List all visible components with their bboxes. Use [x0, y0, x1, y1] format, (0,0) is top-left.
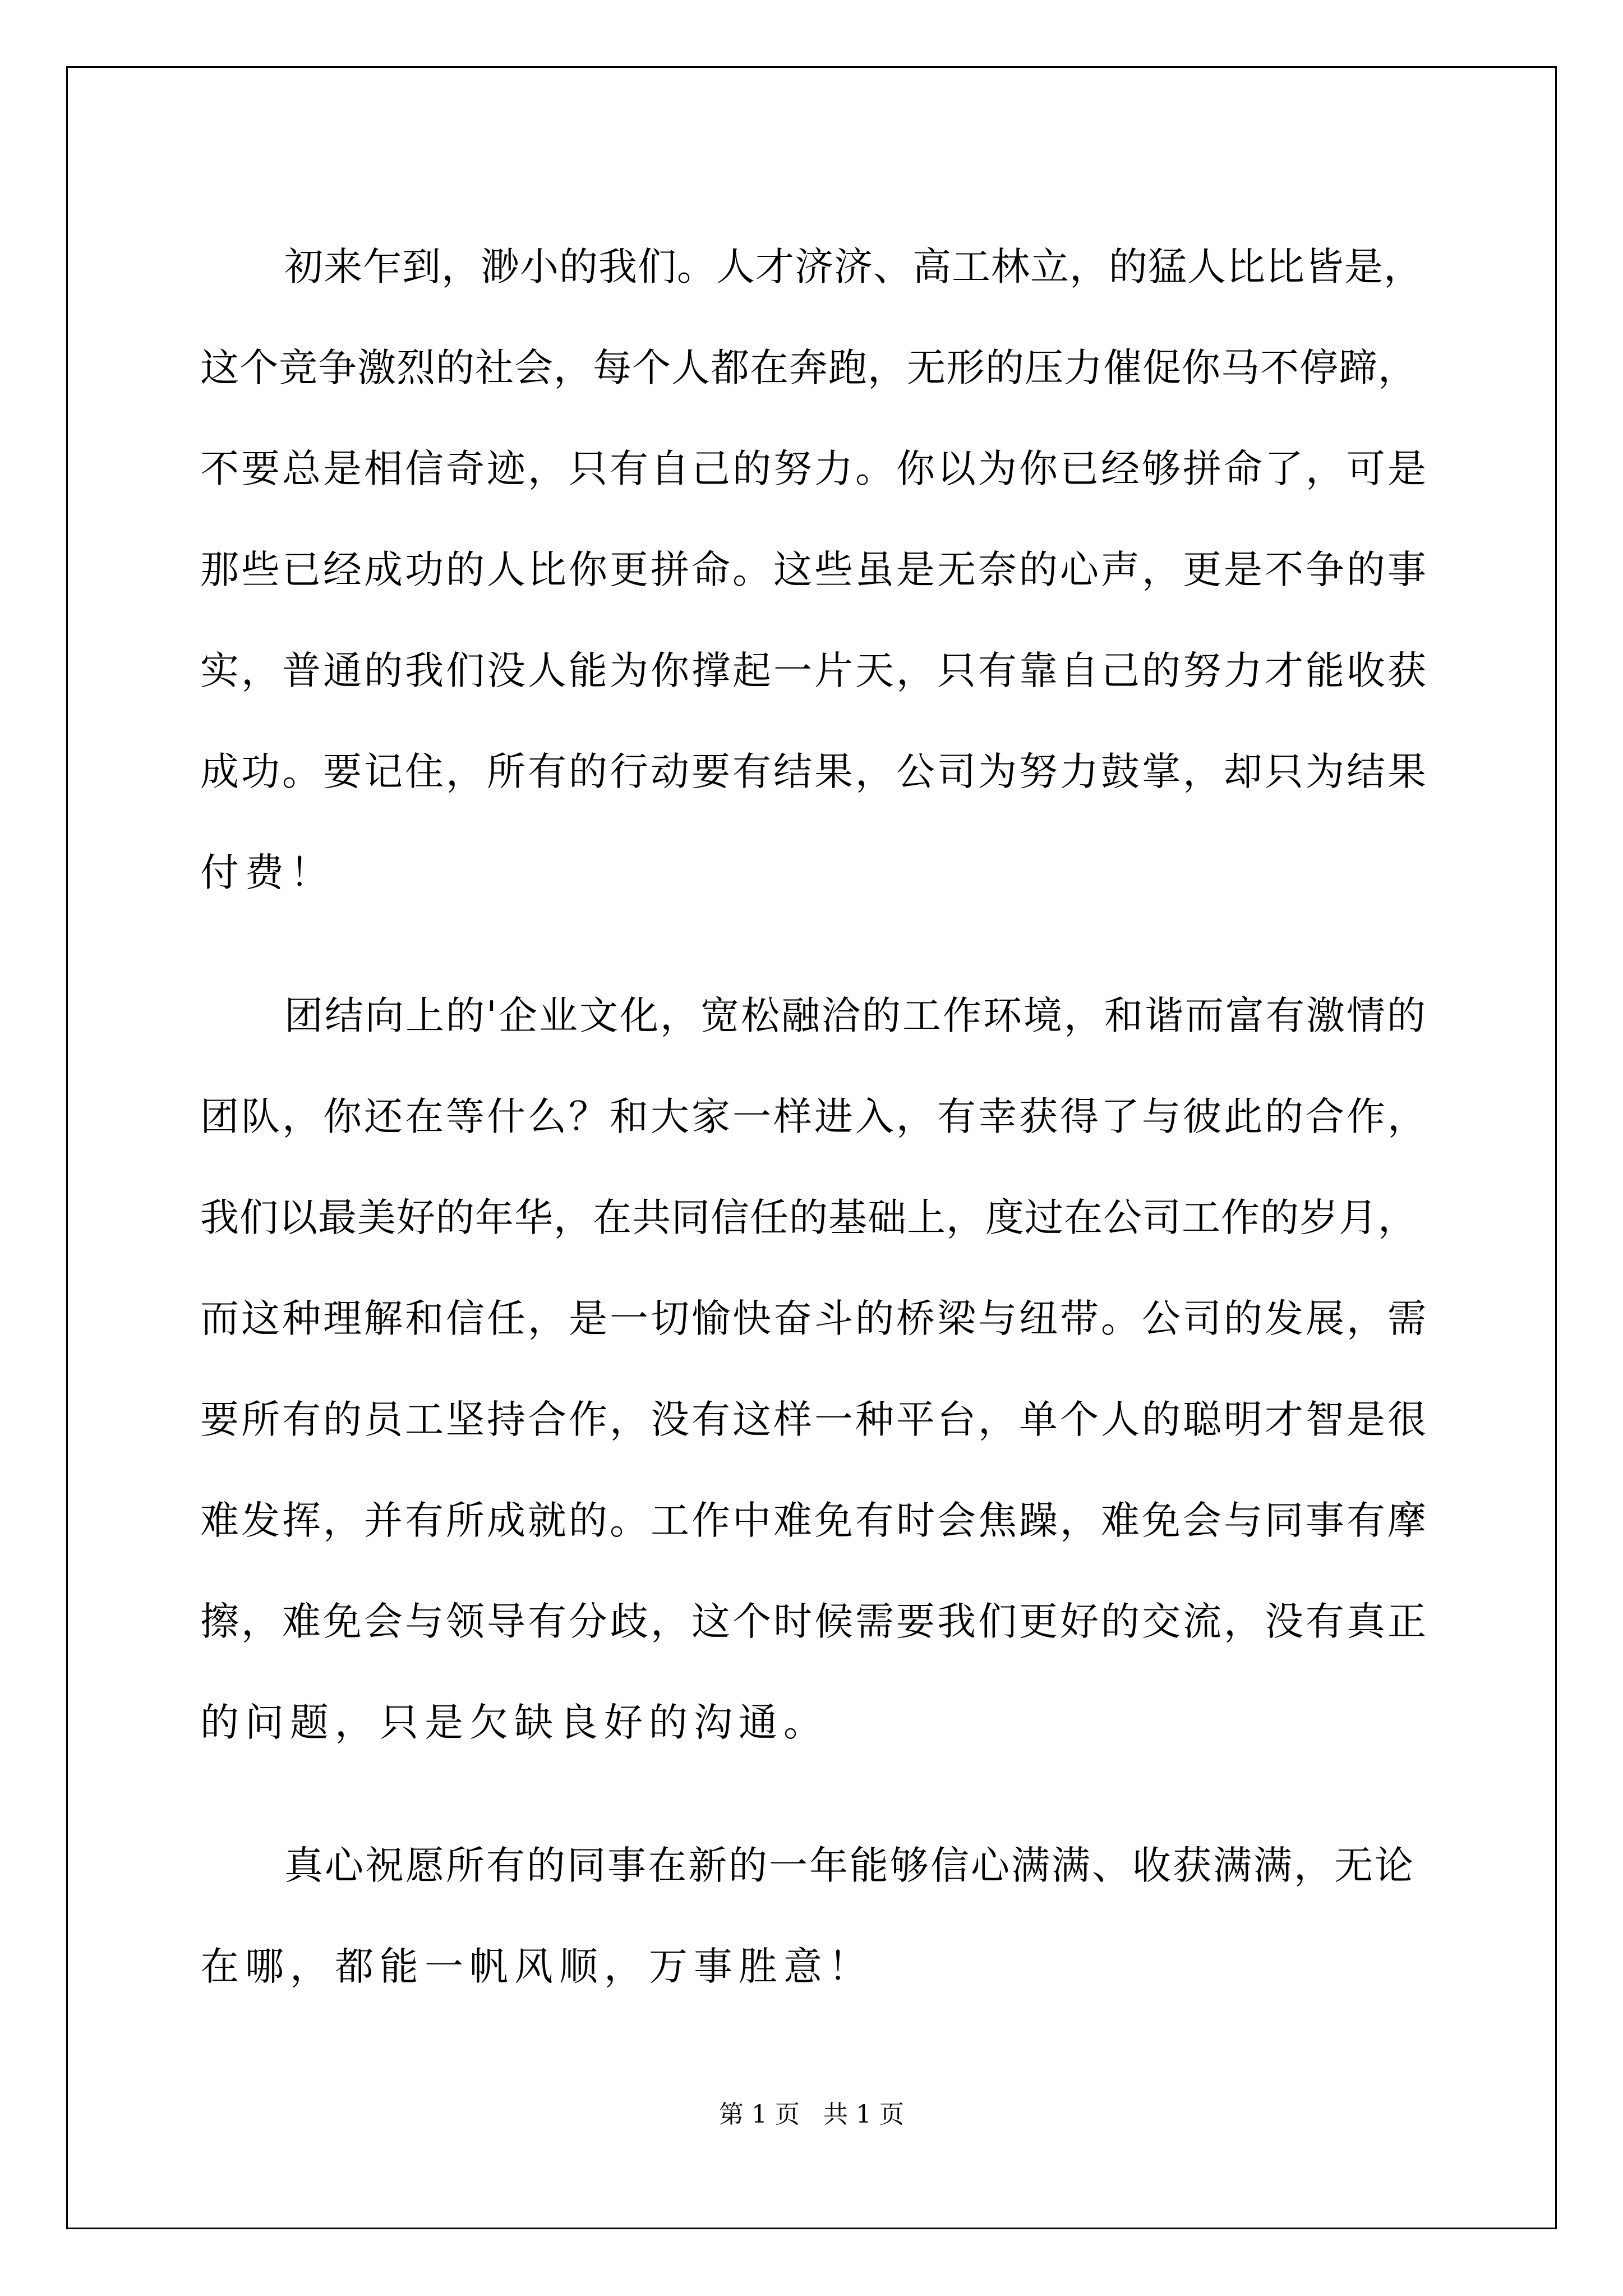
- paragraph-2-line-5: 要所有的员工坚持合作，没有这样一种平台，单个人的聪明才智是很: [200, 1397, 1428, 1442]
- paragraph-2-line-7: 擦，难免会与领导有分歧，这个时候需要我们更好的交流，没有真正: [200, 1599, 1428, 1644]
- paragraph-3-line-1: 真心祝愿所有的同事在新的一年能够信心满满、收获满满，无论: [284, 1843, 1415, 1888]
- paragraph-3-line-2: 在哪，都能一帆风顺，万事胜意！: [200, 1944, 873, 1989]
- paragraph-1-line-7: 付费！: [200, 850, 335, 895]
- document-body: [200, 217, 1428, 2017]
- paragraph-1-line-2: 这个竞争激烈的社会，每个人都在奔跑，无形的压力催促你马不停蹄，: [200, 346, 1417, 390]
- paragraph-1-line-1: 初来乍到，渺小的我们。人才济济、高工林立，的猛人比比皆是，: [284, 245, 1423, 289]
- paragraph-2-line-3: 我们以最美好的年华，在共同信任的基础上，度过在公司工作的岁月，: [200, 1195, 1417, 1240]
- paragraph-2-line-2: 团队，你还在等什么？和大家一样进入，有幸获得了与彼此的合作，: [200, 1094, 1428, 1139]
- paragraph-2-line-8: 的问题，只是欠缺良好的沟通。: [200, 1700, 828, 1745]
- paragraph-1-line-4: 那些已经成功的人比你更拼命。这些虽是无奈的心声，更是不争的事: [200, 547, 1428, 592]
- paragraph-spacer: [200, 923, 1428, 965]
- paragraph-2-line-4: 而这种理解和信任，是一切愉快奋斗的桥梁与纽带。公司的发展，需: [200, 1296, 1428, 1341]
- page-number-footer: 第 1 页 共 1 页: [719, 2100, 904, 2129]
- paragraph-1-line-5: 实，普通的我们没人能为你撑起一片天，只有靠自己的努力才能收获: [200, 648, 1428, 693]
- paragraph-1-line-6: 成功。要记住，所有的行动要有结果，公司为努力鼓掌，却只为结果: [200, 749, 1428, 794]
- paragraph-spacer: [200, 1773, 1428, 1815]
- paragraph-1-line-3: 不要总是相信奇迹，只有自己的努力。你以为你已经够拼命了，可是: [200, 447, 1428, 491]
- paragraph-2-line-1: 团结向上的'企业文化，宽松融洽的工作环境，和谐而富有激情的: [284, 993, 1427, 1038]
- paragraph-2-line-6: 难发挥，并有所成就的。工作中难免有时会焦躁，难免会与同事有摩: [200, 1498, 1428, 1543]
